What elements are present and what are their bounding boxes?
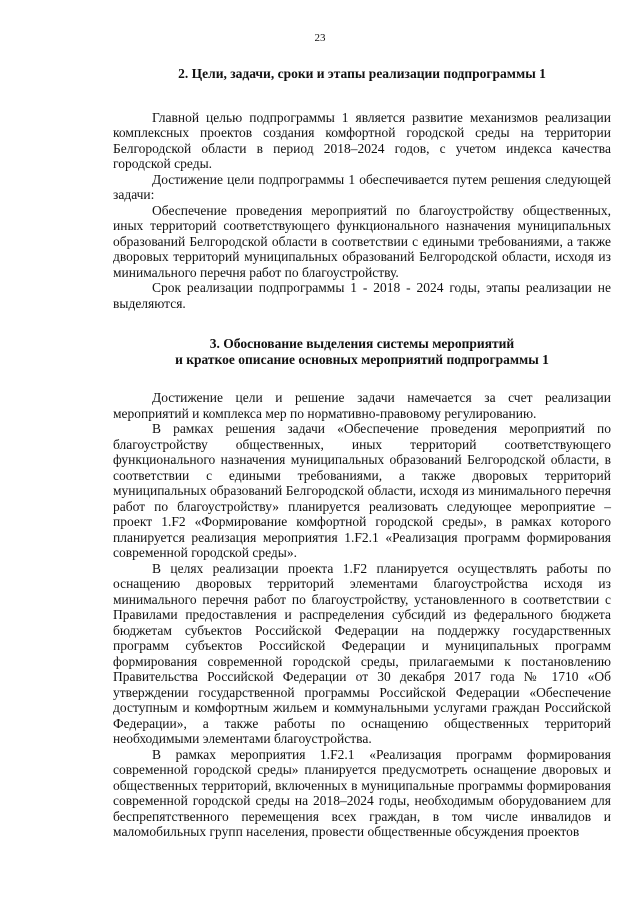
page-number: 23 <box>314 32 326 44</box>
section-3-paragraph-project: В рамках решения задачи «Обеспечение проведения мероприятий по благоустройству общественных, иных территорий соответствующего функционального назначения муниципальных образований Белгородской области, в соответствии с едиными требованиями, а также дворовых территорий муниципальных образований Белгородской области, исходя из минимального перечня работ по благоустройству» планируется реализовать следующее мероприятие – проект 1.F2 «Формирование комфортной городской среды», в рамках которого планируется реализация мероприятия 1.F2.1 «Реализация программ формирования современной городской среды». <box>113 421 611 560</box>
section-3-paragraph-intro: Достижение цели и решение задачи намечается за счет реализации мероприятий и комплекса мер по нормативно-правовому регулированию. <box>113 390 611 421</box>
section-2-paragraph-achievement: Достижение цели подпрограммы 1 обеспечивается путем решения следующей задачи: <box>113 171 611 202</box>
section-3-title-line-2: и краткое описание основных мероприятий подпрограммы 1 <box>175 351 549 367</box>
section-2-paragraph-task: Обеспечение проведения мероприятий по благоустройству общественных, иных территорий соответствующего функционального назначения муниципальных образований Белгородской области в соответствии с едиными требованиями, а также дворовых территорий муниципальных образований Белгородской области, исходя из минимального перечня работ по благоустройству. <box>113 202 611 280</box>
page-content <box>113 66 611 840</box>
section-3-title <box>113 336 611 367</box>
section-2-title: 2. Цели, задачи, сроки и этапы реализации подпрограммы 1 <box>178 66 546 81</box>
section-3-paragraph-works: В целях реализации проекта 1.F2 планируется осуществлять работы по оснащению дворовых территорий элементами благоустройства исходя из минимального перечня работ по благоустройству, установленного в соответствии с Правилами предоставления и распределения субсидий из федерального бюджета бюджетам субъектов Российской Федерации на поддержку государственных программ субъектов Российской Федерации и муниципальных программ формирования современной городской среды, прилагаемыми к постановлению Правительства Российской Федерации от 30 декабря 2017 года № 1710 «Об утверждении государственной программы Российской Федерации «Обеспечение доступным и комфортным жильем и коммунальными услугами граждан Российской Федерации», а также работы по оснащению общественных территорий необходимыми элементами благоустройства. <box>113 560 611 746</box>
section-2-paragraph-term: Срок реализации подпрограммы 1 - 2018 - 2024 годы, этапы реализации не выделяются. <box>113 280 611 311</box>
section-3-title-line-1: 3. Обоснование выделения системы мероприятий <box>209 336 515 351</box>
section-3-paragraph-activity: В рамках мероприятия 1.F2.1 «Реализация программ формирования современной городской среды» планируется предусмотреть оснащение дворовых и общественных территорий, включенных в муниципальные программы формирования современной городской среды на 2018–2024 годы, необходимым оборудованием для беспрепятственного перемещения всех граждан, в том числе инвалидов и маломобильных групп населения, провести общественные обсуждения проектов <box>113 746 611 839</box>
section-2-paragraph-goal: Главной целью подпрограммы 1 является развитие механизмов реализации комплексных проектов создания комфортной городской среды на территории Белгородской области в период 2018–2024 годов, с учетом индекса качества городской среды. <box>113 109 611 171</box>
